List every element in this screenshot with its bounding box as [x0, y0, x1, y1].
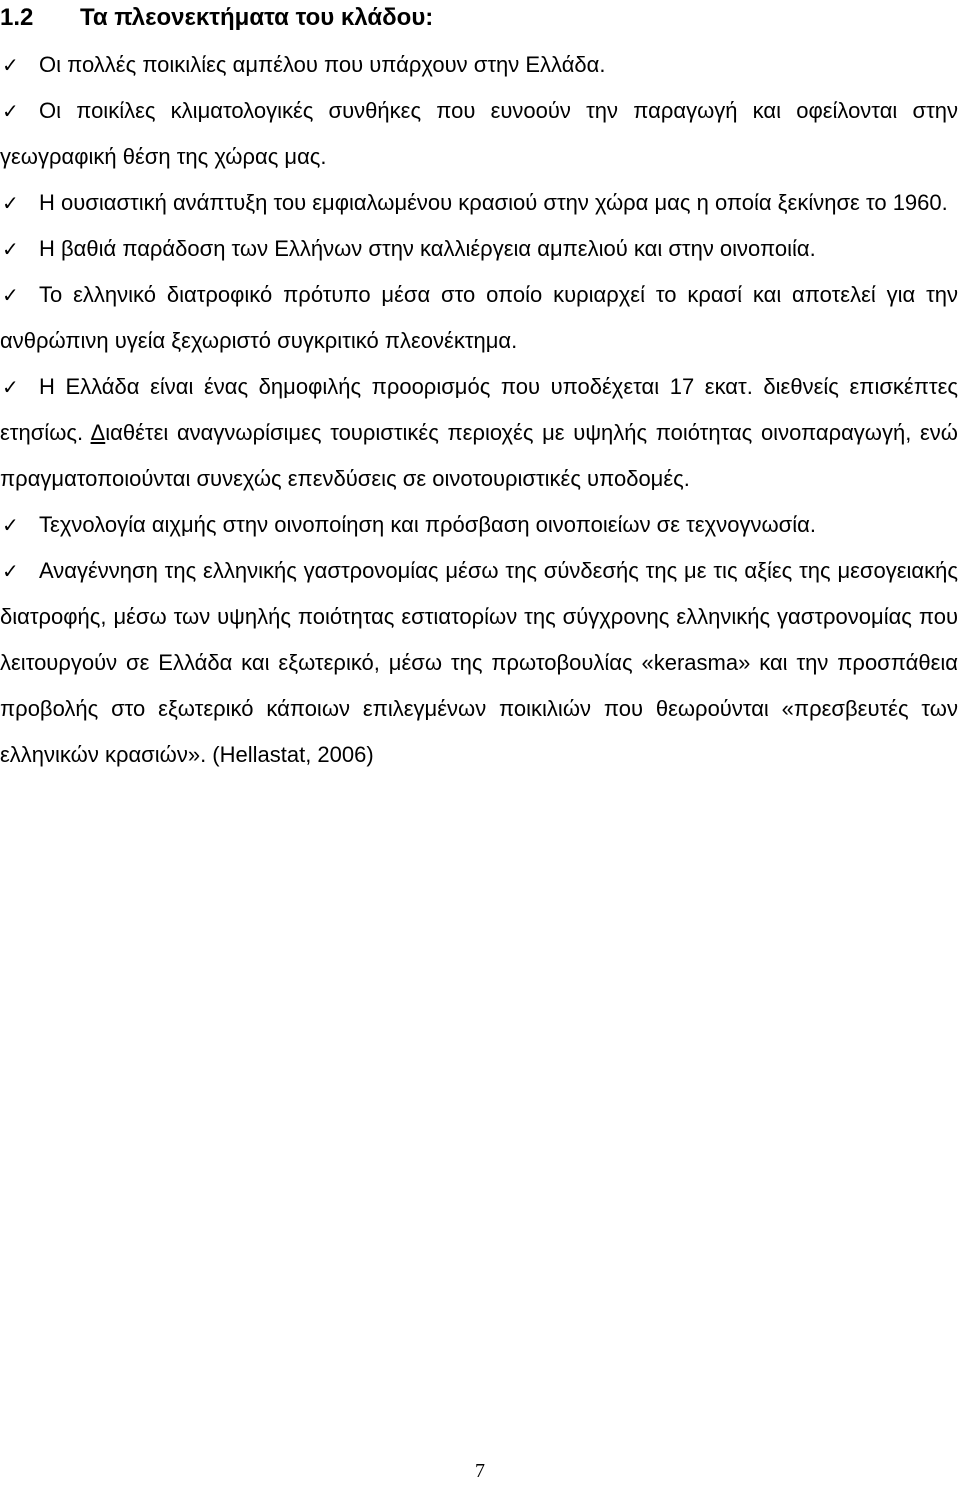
list-item-text [0, 364, 958, 502]
list-item [0, 42, 958, 88]
underlined-letter: Δ [90, 420, 106, 445]
list-item [0, 502, 958, 548]
list-item [0, 272, 958, 364]
section-number: 1.2 [0, 4, 34, 31]
list-item [0, 548, 958, 778]
list-item [0, 88, 958, 180]
item-text-part: ιαθέτει αναγνωρίσιμες τουριστικές περιοχές με υψηλής ποιότητας οινοπαραγωγή, ενώ πραγματοποιούνται συνεχώς επενδύσεις σε οινοτουριστικές υποδομές. [0, 420, 958, 491]
checkmark-icon: ✓ [2, 559, 19, 583]
list-item-text: Οι πολλές ποικιλίες αμπέλου που υπάρχουν στην Ελλάδα. [39, 52, 606, 77]
list-item-text: Το ελληνικό διατροφικό πρότυπο μέσα στο οποίο κυριαρχεί το κρασί και αποτελεί για την ανθρώπινη υγεία ξεχωριστό συγκριτικό πλεονέκτημα. [0, 282, 958, 353]
list-item-text: Η ουσιαστική ανάπτυξη του εμφιαλωμένου κρασιού στην χώρα μας η οποία ξεκίνησε το 1960. [39, 190, 948, 215]
checkmark-icon: ✓ [2, 283, 19, 307]
page-number: 7 [475, 1460, 485, 1482]
list-item-text: Οι ποικίλες κλιματολογικές συνθήκες που ευνοούν την παραγωγή και οφείλονται στην γεωγραφική θέση της χώρας μας. [0, 98, 958, 169]
section-heading [0, 0, 433, 36]
list-item [0, 364, 958, 502]
checkmark-icon: ✓ [2, 191, 19, 215]
list-item-text: Τεχνολογία αιχμής στην οινοποίηση και πρόσβαση οινοποιείων σε τεχνογνωσία. [39, 512, 816, 537]
list-item-text: Η βαθιά παράδοση των Ελλήνων στην καλλιέργεια αμπελιού και στην οινοποιία. [39, 236, 816, 261]
list-item-text: Αναγέννηση της ελληνικής γαστρονομίας μέσω της σύνδεσής της με τις αξίες της μεσογειακής διατροφής, μέσω των υψηλής ποιότητας εστιατορίων της σύγχρονης ελληνικής γαστρονομίας που λειτουργούν σε Ελλάδα και εξωτερικό, μέσω της πρωτοβουλίας «kerasma» και την προσπάθεια προβολής στο εξωτερικό κάποιων επιλεγμένων ποικιλιών που θεωρούνται «πρεσβευτές των ελληνικών κρασιών». (Hellastat, 2006) [0, 558, 958, 767]
list-item [0, 180, 958, 226]
checkmark-icon: ✓ [2, 99, 19, 123]
checkmark-icon: ✓ [2, 237, 19, 261]
checkmark-icon: ✓ [2, 375, 19, 399]
advantages-list [0, 42, 958, 778]
section-title: Τα πλεονεκτήματα του κλάδου: [80, 4, 434, 31]
checkmark-icon: ✓ [2, 53, 19, 77]
checkmark-icon: ✓ [2, 513, 19, 537]
list-item [0, 226, 958, 272]
item-text-part: Η Ελλάδα είναι ένας δημοφιλής προορισμός που υποδέχεται 17 εκατ. διεθνείς επισκέπτες ετησίως. [0, 374, 958, 445]
